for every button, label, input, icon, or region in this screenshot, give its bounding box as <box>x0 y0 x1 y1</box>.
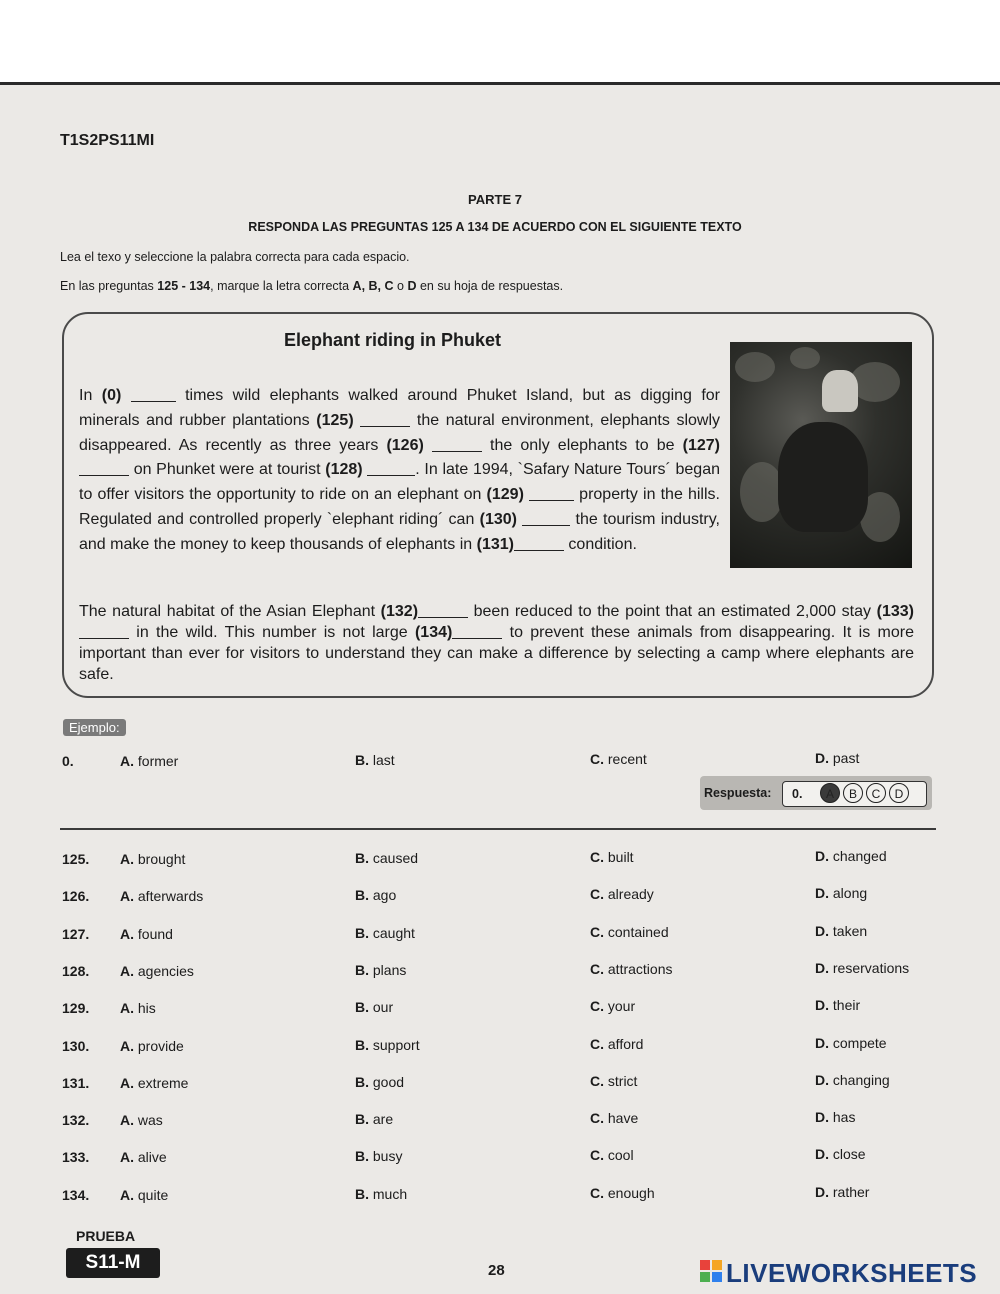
instruction-line-2: En las preguntas 125 - 134, marque la letra correcta A, B, C o D en su hoja de respuestas. <box>60 279 564 293</box>
gap-131[interactable] <box>514 534 564 551</box>
divider <box>60 828 936 830</box>
question-option-c[interactable]: C. attractions <box>590 961 673 977</box>
question-option-d[interactable]: D. along <box>815 885 868 901</box>
question-number: 130. <box>62 1038 90 1054</box>
question-option-d[interactable]: D. rather <box>815 1184 870 1200</box>
question-number: 131. <box>62 1075 90 1091</box>
question-option-d[interactable]: D. close <box>815 1146 866 1162</box>
question-option-b[interactable]: B. good <box>355 1074 405 1090</box>
liveworksheets-brand: LIVEWORKSHEETS <box>726 1258 978 1288</box>
section-title: PARTE 7 <box>468 192 522 207</box>
question-number: 134. <box>62 1187 90 1203</box>
gap-129[interactable] <box>529 484 574 501</box>
example-option-c: C. recent <box>590 751 647 767</box>
gap-128[interactable] <box>367 459 415 476</box>
question-option-c[interactable]: C. built <box>590 849 634 865</box>
question-option-d[interactable]: D. changed <box>815 848 887 864</box>
question-option-c[interactable]: C. afford <box>590 1036 644 1052</box>
elephant-photo-icon <box>730 342 912 568</box>
question-number: 126. <box>62 888 90 904</box>
gap-132[interactable] <box>418 601 468 618</box>
gap-127[interactable] <box>79 459 129 476</box>
answer-bubble-c: C <box>866 783 886 803</box>
question-option-b[interactable]: B. much <box>355 1186 408 1202</box>
answer-bubble-d: D <box>889 783 909 803</box>
reading-paragraph-2: The natural habitat of the Asian Elephant (132) been reduced to the point that an estimated 2,000 stay (133) in the wild. This number is not large (134) to prevent these animals from disappearing. It is more important than ever for visitors to understand they can make a difference by selecting a camp where elephants are safe. <box>79 603 914 683</box>
question-number: 128. <box>62 963 90 979</box>
example-number: 0. <box>62 753 74 769</box>
page-number: 28 <box>488 1262 505 1279</box>
question-option-a[interactable]: A. afterwards <box>120 888 204 904</box>
example-option-d: D. past <box>815 750 860 766</box>
question-number: 127. <box>62 926 90 942</box>
question-number: 129. <box>62 1000 90 1016</box>
instruction-heading: RESPONDA LAS PREGUNTAS 125 A 134 DE ACUERDO CON EL SIGUIENTE TEXTO <box>248 220 742 234</box>
question-option-a[interactable]: A. quite <box>120 1187 169 1203</box>
question-option-d[interactable]: D. compete <box>815 1035 887 1051</box>
question-option-b[interactable]: B. are <box>355 1111 394 1127</box>
question-option-c[interactable]: C. already <box>590 886 654 902</box>
question-option-d[interactable]: D. taken <box>815 923 868 939</box>
question-option-b[interactable]: B. caused <box>355 850 419 866</box>
question-option-b[interactable]: B. plans <box>355 962 407 978</box>
question-option-a[interactable]: A. his <box>120 1000 156 1016</box>
instruction-line-1: Lea el texo y seleccione la palabra correcta para cada espacio. <box>60 250 410 264</box>
answer-bubble-a: A <box>820 783 840 803</box>
question-option-d[interactable]: D. changing <box>815 1072 890 1088</box>
question-option-a[interactable]: A. extreme <box>120 1075 189 1091</box>
gap-130[interactable] <box>522 509 570 526</box>
footer-prueba: PRUEBA <box>76 1228 136 1244</box>
example-option-a: A. former <box>120 753 179 769</box>
question-number: 133. <box>62 1149 90 1165</box>
gap-126[interactable] <box>432 435 482 452</box>
question-option-b[interactable]: B. support <box>355 1037 420 1053</box>
gap-0 <box>131 385 176 402</box>
question-option-b[interactable]: B. ago <box>355 887 397 903</box>
question-option-a[interactable]: A. alive <box>120 1149 167 1165</box>
question-option-d[interactable]: D. has <box>815 1109 856 1125</box>
answer-bubble-b: B <box>843 783 863 803</box>
question-option-b[interactable]: B. busy <box>355 1148 403 1164</box>
question-option-a[interactable]: A. brought <box>120 851 186 867</box>
answer-number: 0. <box>792 787 803 801</box>
question-option-c[interactable]: C. your <box>590 998 636 1014</box>
question-number: 125. <box>62 851 90 867</box>
example-tag: Ejemplo: <box>63 719 126 736</box>
gap-133[interactable] <box>79 622 129 639</box>
test-code: T1S2PS11MI <box>60 132 155 149</box>
gap-134[interactable] <box>452 622 502 639</box>
question-option-a[interactable]: A. agencies <box>120 963 194 979</box>
question-option-d[interactable]: D. their <box>815 997 861 1013</box>
question-option-c[interactable]: C. have <box>590 1110 639 1126</box>
question-option-c[interactable]: C. enough <box>590 1185 655 1201</box>
gap-125[interactable] <box>360 410 410 427</box>
liveworksheets-logo-icon <box>700 1260 722 1282</box>
reading-title: Elephant riding in Phuket <box>284 330 502 350</box>
reading-paragraph-1: In (0) times wild elephants walked around Phuket Island, but as digging for minerals and rubber plantations (125) the natural environment, elephants slowly disappeared. As recently as three years (126) the only elephants to be (127) on Phunket were at tourist (128) . In late 1994, `Safary Nature Tours´ began to offer visitors the opportunity to ride on an elephant on (129) property in the hills. Regulated and controlled properly `elephant riding´ can (130) the tourism industry, and make the money to keep thousands of elephants in (131) condition. <box>79 387 721 553</box>
question-number: 132. <box>62 1112 90 1128</box>
question-option-c[interactable]: C. strict <box>590 1073 638 1089</box>
question-option-a[interactable]: A. was <box>120 1112 163 1128</box>
question-option-b[interactable]: B. our <box>355 999 394 1015</box>
footer-test-code: S11-M <box>66 1248 160 1278</box>
answer-label: Respuesta: <box>704 786 772 800</box>
question-option-c[interactable]: C. cool <box>590 1147 634 1163</box>
question-option-c[interactable]: C. contained <box>590 924 669 940</box>
question-option-b[interactable]: B. caught <box>355 925 415 941</box>
question-option-a[interactable]: A. found <box>120 926 173 942</box>
question-option-d[interactable]: D. reservations <box>815 960 910 976</box>
question-option-a[interactable]: A. provide <box>120 1038 184 1054</box>
example-option-b: B. last <box>355 752 395 768</box>
